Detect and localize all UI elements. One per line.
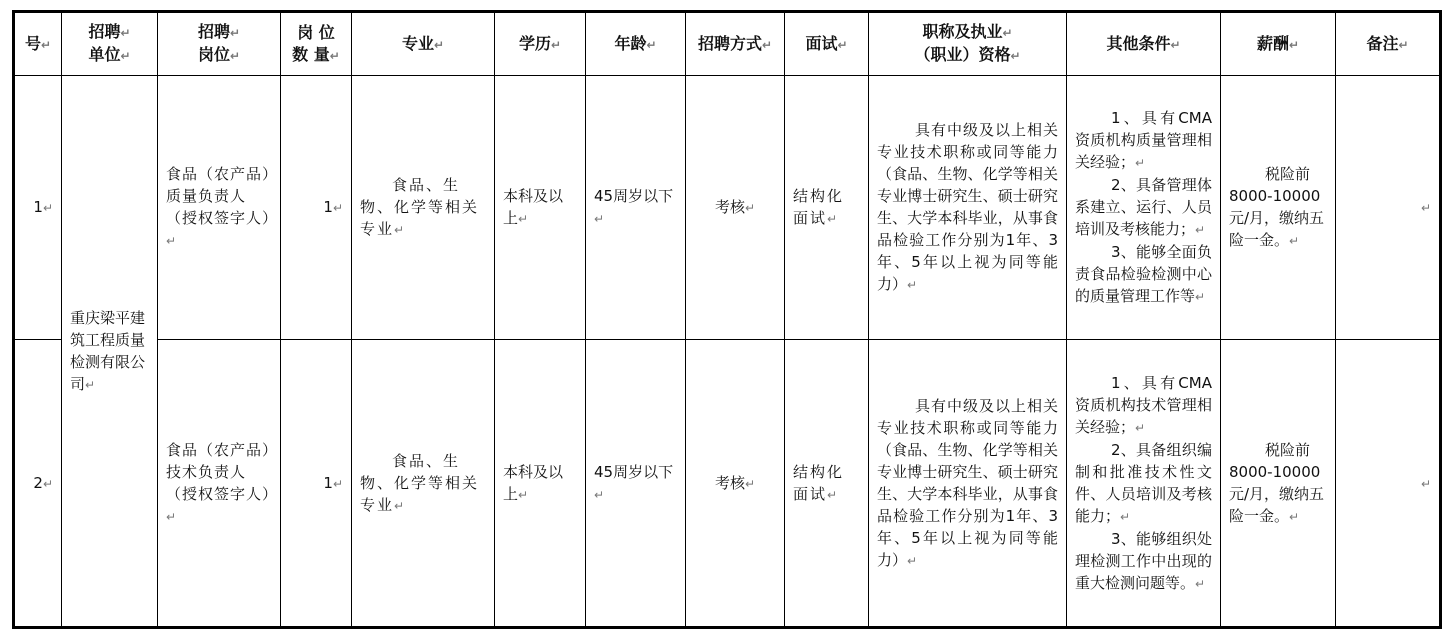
remark-cell: ↵ [1336,76,1441,340]
salary-info: 税险前 8000-10000元/月，缴纳五险一金。↵ [1221,76,1336,340]
position-quantity: 1↵ [281,340,352,628]
remark-cell: ↵ [1336,340,1441,628]
table-row [14,340,1441,628]
condition-item: 2、具备管理体系建立、运行、人员培训及考核能力；↵ [1075,176,1212,238]
age-requirement: 45周岁以下↵ [586,76,686,340]
header-other-conditions: 其他条件↵ [1067,12,1221,76]
header-quantity: 岗 位 数 量↵ [281,12,352,76]
header-interview: 面试↵ [785,12,869,76]
condition-item: 3、能够组织处理检测工作中出现的重大检测问题等。↵ [1075,529,1212,592]
recruitment-table [12,10,1442,629]
education-requirement: 本科及以上↵ [495,340,586,628]
other-conditions [1067,340,1221,628]
interview-type: 结构化面试↵ [785,340,869,628]
condition-item: 1、具有CMA资质机构质量管理相关经验；↵ [1075,109,1212,171]
row-number: 1↵ [14,76,62,340]
position-name: 食品（农产品）质量负责人（授权签字人）↵ [158,76,281,340]
qualification-requirement: 具有中级及以上相关专业技术职称或同等能力（食品、生物、化学等相关专业博士研究生、硕士研究生、大学本科毕业，从事食品检验工作分别为1年、3年、5年以上视为同等能力）↵ [869,76,1067,340]
header-no: 号↵ [14,12,62,76]
header-unit: 招聘↵ 单位↵ [62,12,158,76]
recruit-method: 考核↵ [686,76,785,340]
education-requirement: 本科及以上↵ [495,76,586,340]
condition-item: 2、具备组织编制和批准技术性文件、人员培训及考核能力；↵ [1075,440,1212,525]
condition-item: 1、具有CMA资质机构技术管理相关经验；↵ [1075,373,1212,436]
interview-type: 结构化面试↵ [785,76,869,340]
major-requirement: 食品、生物、化学等相关专业↵ [352,76,495,340]
other-conditions [1067,76,1221,340]
header-age: 年龄↵ [586,12,686,76]
qualification-requirement: 具有中级及以上相关专业技术职称或同等能力（食品、生物、化学等相关专业博士研究生、硕士研究生、大学本科毕业，从事食品检验工作分别为1年、3年、5年以上视为同等能力）↵ [869,340,1067,628]
header-method: 招聘方式↵ [686,12,785,76]
header-remark: 备注↵ [1336,12,1441,76]
header-qualification: 职称及执业↵ （职业）资格↵ [869,12,1067,76]
position-quantity: 1↵ [281,76,352,340]
table-header-row [14,12,1441,76]
header-position: 招聘↵ 岗位↵ [158,12,281,76]
major-requirement: 食品、生物、化学等相关专业↵ [352,340,495,628]
age-requirement: 45周岁以下↵ [586,340,686,628]
salary-info: 税险前 8000-10000元/月，缴纳五险一金。↵ [1221,340,1336,628]
table-row [14,76,1441,340]
position-name: 食品（农产品）技术负责人（授权签字人）↵ [158,340,281,628]
company-name: 重庆梁平建筑工程质量检测有限公司↵ [62,76,158,628]
header-education: 学历↵ [495,12,586,76]
row-number: 2↵ [14,340,62,628]
recruit-method: 考核↵ [686,340,785,628]
condition-item: 3、能够全面负责食品检验检测中心的质量管理工作等↵ [1075,243,1212,305]
header-major: 专业↵ [352,12,495,76]
header-salary: 薪酬↵ [1221,12,1336,76]
